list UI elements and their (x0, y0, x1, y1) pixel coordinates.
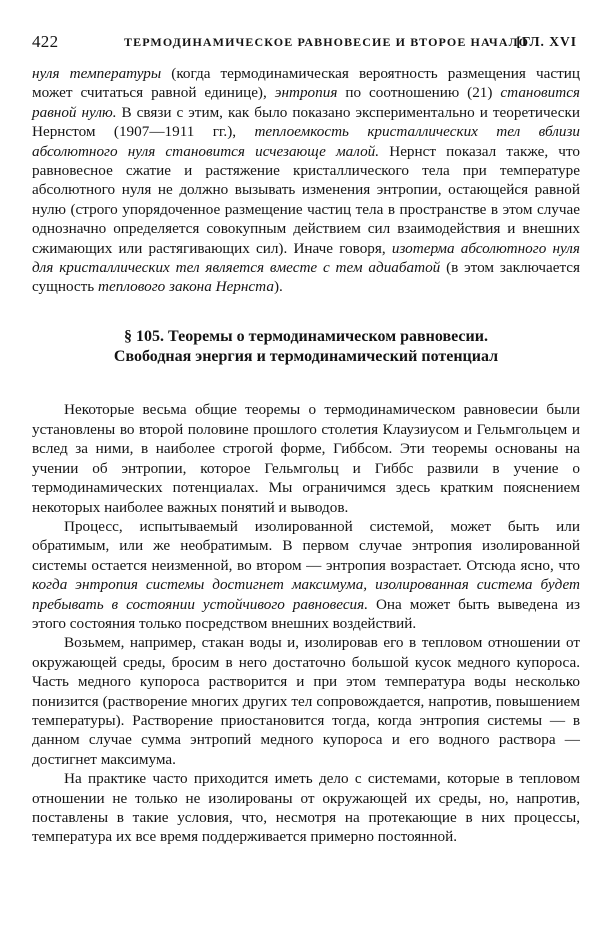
running-title: ТЕРМОДИНАМИЧЕСКОЕ РАВНОВЕСИЕ И ВТОРОЕ НАЧАЛО (124, 35, 530, 49)
text-run: Нернст показал также, что равновесное сжатие и растяжение кристаллического тела при температуре абсолютного нуля не должно вызывать изменения энтропии, остающейся равной нулю (строго упорядоченное размещение частиц тела в пространстве в этом случае однозначно определяется совокупным действием сил взаимодействия и внешних сжимающих или растягивающих сил). Иначе говоря, (32, 142, 580, 257)
section-title-line-2: Свободная энергия и термодинамический потенциал (113, 347, 499, 365)
text-run: На практике часто приходится иметь дело с системами, которые в тепловом отношении не только не изолированы от окружающей их среды, но, напротив, поставлены в такие условия, что, несмотря на протекающие в них процессы, температура их все время поддерживается примерно постоянной. (32, 770, 580, 846)
text-run: Некоторые весьма общие теоремы о термодинамическом равновесии были установлены во второй половине прошлого столетия Клаузиусом и Гельмгольцем и вслед за ними, в наиболее строгой форме, Гиббсом. Эти теоремы основаны на учении об энтропии, которое Гельмгольц и Гиббс развили в учение о термодинамических потенциалах. Мы ограничимся здесь кратким пояснением некоторых наиболее важных понятий и выводов. (32, 401, 580, 516)
body-paragraph (32, 517, 580, 633)
body-paragraph (32, 633, 580, 769)
section-title-line-1: § 105. Теоремы о термодинамическом равновесии. (124, 327, 488, 345)
text-run: ). (273, 278, 283, 296)
text-run: В связи с этим, как было показано экспериментально и теоретически Нернстом (1907—1911 гг.), (32, 103, 580, 141)
text-run: по соотношению (21) (337, 84, 501, 102)
italic-text-run: теплового закона Нернста (98, 278, 274, 296)
italic-text-run: становится равной нулю. (32, 84, 580, 121)
text-run: Процесс, испытываемый изолированной системой, может быть или обратимым, или же необратимым. В первом случае энтропия изолированной системы остается неизменной, во втором — энтропия возрастает. Отсюда ясно, что (32, 517, 580, 574)
text-run: (в этом заключается сущность (32, 259, 580, 296)
intro-paragraph (32, 64, 580, 297)
section-heading (32, 327, 580, 367)
italic-text-run: изотерма абсолютного нуля для кристаллических тел является вместе с тем адиабатой (32, 239, 580, 277)
text-run: Она может быть выведена из этого состояния только посредством внешних воздействий. (32, 595, 580, 632)
page-body (32, 64, 580, 847)
italic-text-run: теплоемкость кристаллических тел вблизи абсолютного нуля становится исчезающе малой. (32, 123, 580, 160)
body-paragraph (32, 400, 580, 516)
body-paragraph (32, 769, 580, 847)
italic-text-run: нуля температуры (32, 65, 162, 82)
page-number: 422 (32, 32, 59, 51)
chapter-marker: [ГЛ. XVI (516, 34, 577, 49)
text-run: (когда термодинамическая вероятность размещения частиц может считаться равной единице), (32, 65, 581, 102)
text-run: Возьмем, например, стакан воды и, изолировав его в тепловом отношении от окружающей среды, бросим в него достаточно большой кусок медного купороса. Часть медного купороса растворится и при этом температура воды несколько понизится (растворение многих других тел сопровождается, напротив, повышением температуры). Растворение приостановится тогда, когда энтропия системы — в данном случае сумма энтропий медного купороса и его водного раствора — достигнет максимума. (32, 634, 580, 768)
section-paragraphs (32, 400, 580, 846)
italic-text-run: энтропия (274, 84, 338, 102)
page-header (32, 32, 577, 58)
italic-text-run: когда энтропия системы достигнет максимума, изолированная система будет пребывать в состоянии устойчивого равновесия. (32, 576, 580, 613)
